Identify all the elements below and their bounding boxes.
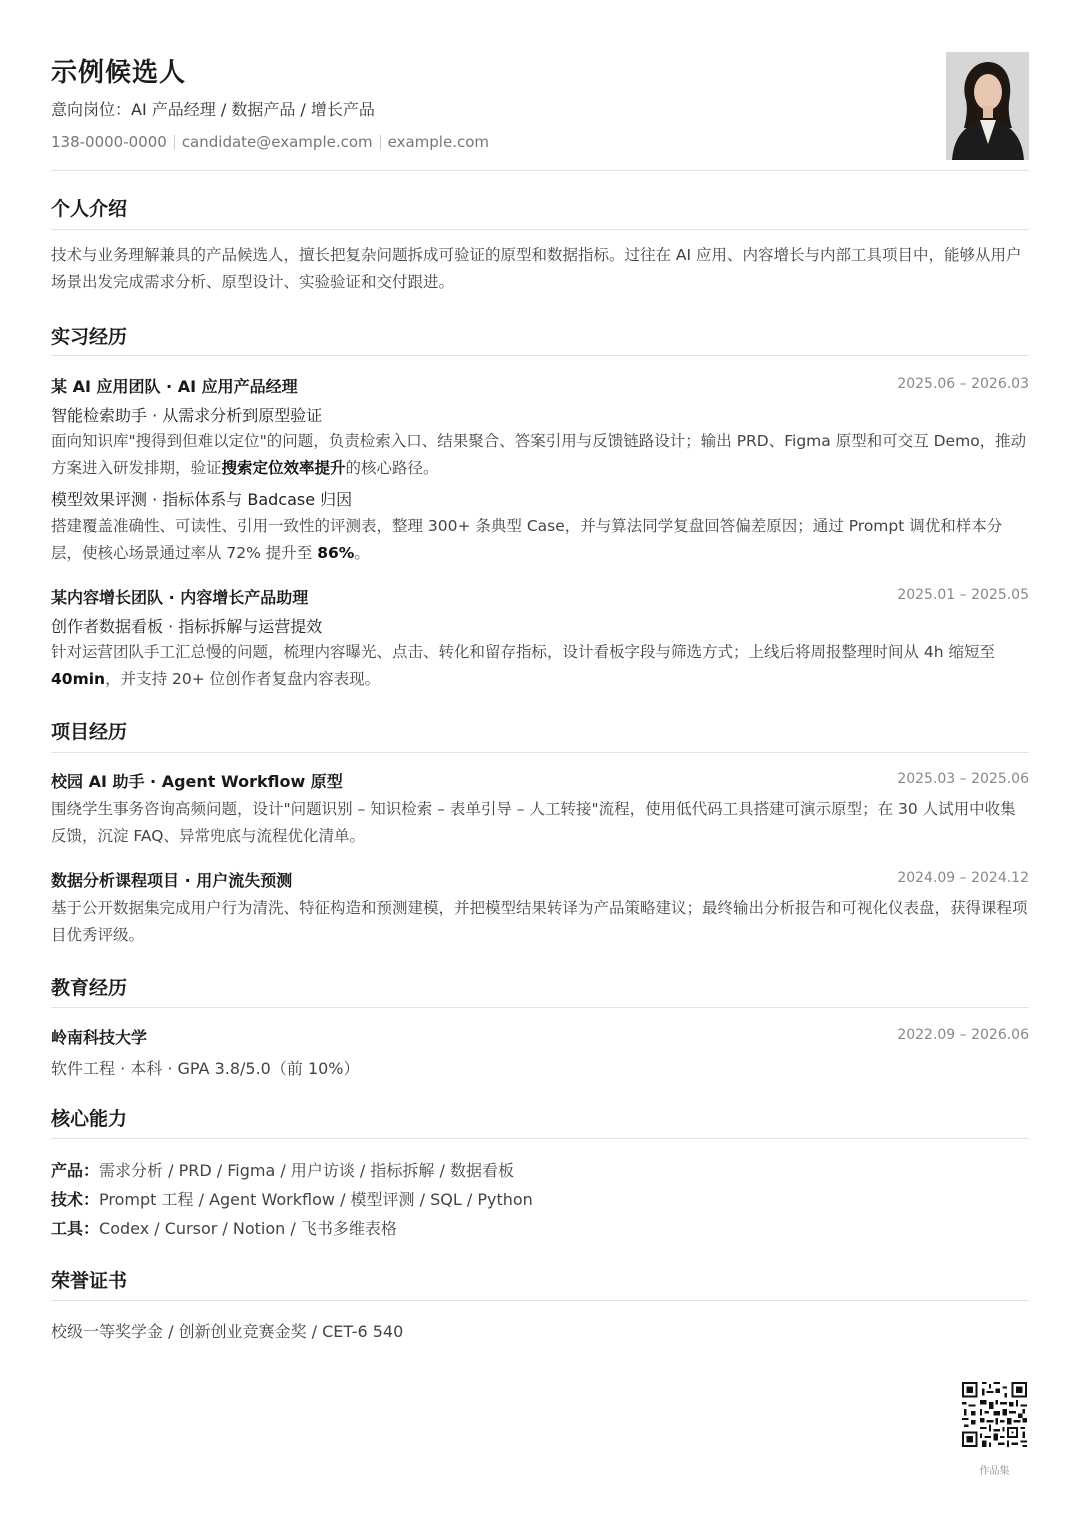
project-description: 围绕学生事务咨询高频问题，设计"问题识别 – 知识检索 – 表单引导 – 人工转接"流程，使用低代码工具搭建可演示原型；在 30 人试用中收集反馈，沉淀 FAQ、异常兜底与流程优化清单。 [51,800,1016,845]
skill-key: 产品： [51,1161,100,1180]
section-divider [51,752,1029,753]
internship-title: 某 AI 应用团队 · AI 应用产品经理 [51,377,298,396]
contact-divider [380,135,381,150]
section-title-honors: 荣誉证书 [51,1270,128,1292]
section-title-skills: 核心能力 [51,1108,128,1130]
project-date: 2024.09 – 2024.12 [897,870,1029,886]
education-date: 2022.09 – 2026.06 [897,1027,1029,1043]
highlight-text: 86% [317,544,355,562]
internship-date: 2025.06 – 2026.03 [897,376,1029,392]
profile-photo [946,52,1029,160]
skill-value: Prompt 工程 / Agent Workflow / 模型评测 / SQL / Python [99,1190,533,1209]
internship-description: 针对运营团队手工汇总慢的问题，梳理内容曝光、点击、转化和留存指标，设计看板字段与筛选方式；上线后将周报整理时间从 4h 缩短至 40min，并支持 20+ 位创作者复盘内容表现。 [51,643,996,688]
contact-line [51,133,489,151]
contact-divider [174,135,175,150]
skill-row [51,1187,533,1210]
project-title: 数据分析课程项目 · 用户流失预测 [51,871,293,890]
internship-description: 面向知识库"搜得到但难以定位"的问题，负责检索入口、结果聚合、答案引用与反馈链路设计；输出 PRD、Figma 原型和可交互 Demo，推动方案进入研发排期，验证搜索定位效率提升的核心路径。 [51,432,1027,477]
project-title: 校园 AI 助手 · Agent Workflow 原型 [51,772,343,791]
skill-value: 需求分析 / PRD / Figma / 用户访谈 / 指标拆解 / 数据看板 [99,1161,514,1180]
project-date: 2025.03 – 2025.06 [897,771,1029,787]
skill-value: Codex / Cursor / Notion / 飞书多维表格 [99,1219,397,1238]
section-divider [51,355,1029,356]
internship-title: 某内容增长团队 · 内容增长产品助理 [51,588,309,607]
resume-page [51,0,1029,1529]
email-address: candidate@example.com [181,133,373,151]
qr-code-label: 作品集 [979,1466,1010,1477]
project-description: 基于公开数据集完成用户行为清洗、特征构造和预测建模，并把模型结果转译为产品策略建议；最终输出分析报告和可视化仪表盘，获得课程项目优秀评级。 [51,899,1028,944]
summary-text: 技术与业务理解兼具的产品候选人，擅长把复杂问题拆成可验证的原型和数据指标。过往在 AI 应用、内容增长与内部工具项目中，能够从用户场景出发完成需求分析、原型设计、实验验证和交付跟进。 [51,246,1022,291]
education-detail: 软件工程 · 本科 · GPA 3.8/5.0（前 10%） [51,1059,360,1078]
section-divider [51,1138,1029,1139]
internship-subtitle: 智能检索助手 · 从需求分析到原型验证 [51,406,323,425]
section-divider [51,1300,1029,1301]
skill-key: 技术： [51,1190,100,1209]
section-title-projects: 项目经历 [51,721,128,743]
target-position: 意向岗位：AI 产品经理 / 数据产品 / 增长产品 [51,100,375,119]
highlight-text: 搜索定位效率提升 [221,459,346,477]
website-link: example.com [387,133,490,151]
header-divider [51,170,1029,171]
internship-description: 搭建覆盖准确性、可读性、引用一致性的评测表，整理 300+ 条典型 Case，并与算法同学复盘回答偏差原因；通过 Prompt 调优和样本分层，使核心场景通过率从 72% 提升至 86%。 [51,517,1003,562]
section-divider [51,229,1029,230]
school-name: 岭南科技大学 [51,1028,148,1047]
internship-date: 2025.01 – 2025.05 [897,587,1029,603]
skill-row [51,1158,514,1181]
section-divider [51,1007,1029,1008]
section-title-education: 教育经历 [51,977,128,999]
section-title-internships: 实习经历 [51,326,128,348]
section-title-summary: 个人介绍 [51,198,128,220]
internship-subtitle: 模型效果评测 · 指标体系与 Badcase 归因 [51,490,353,509]
candidate-name: 示例候选人 [51,58,187,88]
resume-header [51,50,1029,170]
portfolio-qr-code[interactable] [962,1382,1027,1447]
skill-key: 工具： [51,1219,100,1238]
skill-row [51,1216,397,1239]
highlight-text: 40min [51,670,106,688]
phone-number: 138-0000-0000 [51,133,167,151]
internship-subtitle: 创作者数据看板 · 指标拆解与运营提效 [51,617,323,636]
honors-text: 校级一等奖学金 / 创新创业竞赛金奖 / CET-6 540 [51,1322,404,1341]
